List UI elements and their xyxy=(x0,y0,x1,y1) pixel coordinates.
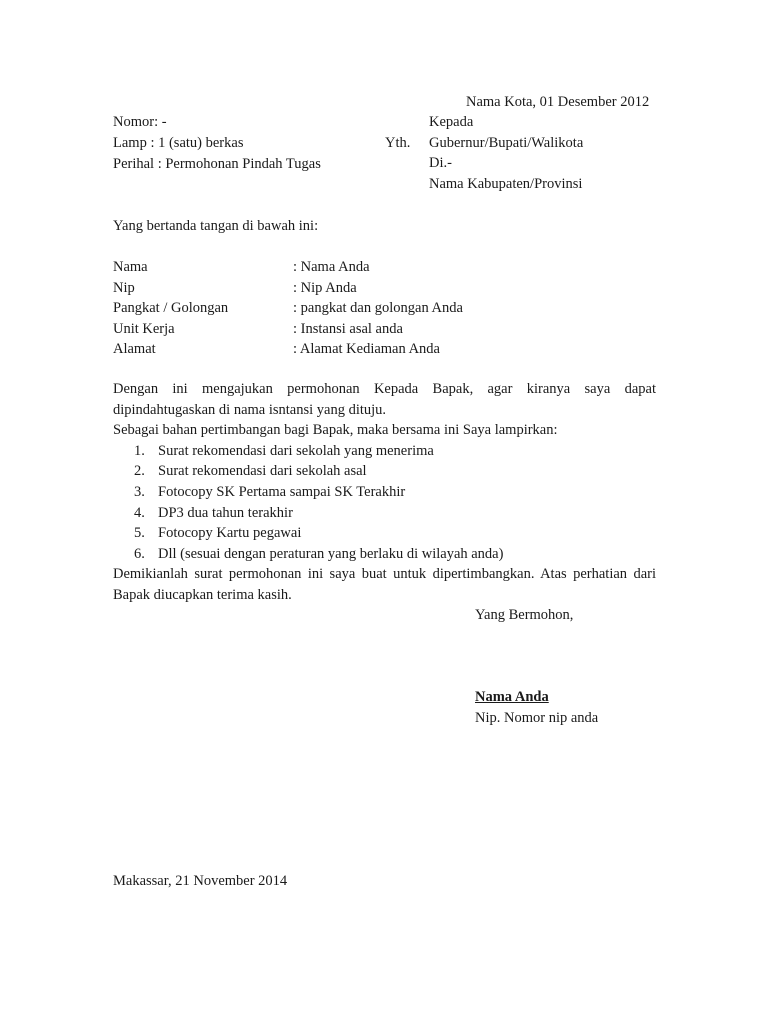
recipient-line: Kepada xyxy=(429,114,474,130)
identity-label: Alamat xyxy=(113,341,156,358)
list-item-number: 1. xyxy=(134,442,145,459)
identity-label: Pangkat / Golongan xyxy=(113,300,229,317)
identity-value: : pangkat dan golongan Anda xyxy=(293,300,463,317)
list-item-number: 2. xyxy=(134,463,145,480)
list-item xyxy=(113,523,656,544)
identity-row xyxy=(113,339,633,360)
list-item xyxy=(113,482,656,503)
list-item-text: DP3 dua tahun terakhir xyxy=(158,504,293,521)
recipient-line: Gubernur/Bupati/Walikota xyxy=(429,134,584,151)
letter-body xyxy=(113,379,656,606)
attachment-intro: Sebagai bahan pertimbangan bagi Bapak, maka bersama ini Saya lampirkan: xyxy=(113,422,558,439)
intro-text: Yang bertanda tangan di bawah ini: xyxy=(113,218,319,234)
list-item-number: 4. xyxy=(134,504,145,521)
letter-subject: Perihal : Permohonan Pindah Tugas xyxy=(113,156,321,172)
list-item-number: 5. xyxy=(134,525,145,542)
closing-paragraph: Demikianlah surat permohonan ini saya buat untuk dipertimbangkan. Atas perhatian dari Bapak diucapkan terima kasih. xyxy=(113,566,656,603)
list-item-text: Surat rekomendasi dari sekolah asal xyxy=(158,463,367,480)
recipient-block xyxy=(429,112,583,194)
identity-row xyxy=(113,257,633,278)
footer-date: Makassar, 21 November 2014 xyxy=(113,873,288,889)
identity-table xyxy=(113,257,633,360)
attachment-list xyxy=(113,441,656,565)
recipient-line: Nama Kabupaten/Provinsi xyxy=(429,175,583,192)
signature-closing: Yang Bermohon, xyxy=(475,607,574,623)
request-paragraph: Dengan ini mengajukan permohonan Kepada Bapak, agar kiranya saya dapat dipindahtugaskan di nama isntansi yang dituju. xyxy=(113,381,656,418)
list-item-number: 3. xyxy=(134,483,145,500)
list-item xyxy=(113,441,656,462)
identity-label: Nama xyxy=(113,259,148,275)
identity-label: Unit Kerja xyxy=(113,320,175,337)
signer-name: Nama Anda xyxy=(475,689,549,705)
list-item-text: Dll (sesuai dengan peraturan yang berlaku di wilayah anda) xyxy=(158,545,504,562)
identity-row xyxy=(113,278,633,299)
list-item xyxy=(113,461,656,482)
recipient-line: Di.- xyxy=(429,155,452,172)
letter-date: Nama Kota, 01 Desember 2012 xyxy=(466,94,650,110)
signer-nip: Nip. Nomor nip anda xyxy=(475,710,599,726)
list-item-text: Fotocopy Kartu pegawai xyxy=(158,525,302,542)
letter-attachment-count: Lamp : 1 (satu) berkas xyxy=(113,135,244,151)
identity-value: : Nama Anda xyxy=(293,259,370,275)
list-item xyxy=(113,544,656,565)
list-item xyxy=(113,503,656,524)
list-item-text: Fotocopy SK Pertama sampai SK Terakhir xyxy=(158,483,406,500)
recipient-salutation: Yth. xyxy=(385,135,411,151)
identity-value: : Alamat Kediaman Anda xyxy=(293,341,440,358)
identity-value: : Nip Anda xyxy=(293,279,357,296)
identity-label: Nip xyxy=(113,279,135,296)
list-item-number: 6. xyxy=(134,545,145,562)
identity-row xyxy=(113,298,633,319)
letter-number: Nomor: - xyxy=(113,114,167,130)
identity-value: : Instansi asal anda xyxy=(293,320,403,337)
list-item-text: Surat rekomendasi dari sekolah yang menerima xyxy=(158,442,434,459)
identity-row xyxy=(113,319,633,340)
